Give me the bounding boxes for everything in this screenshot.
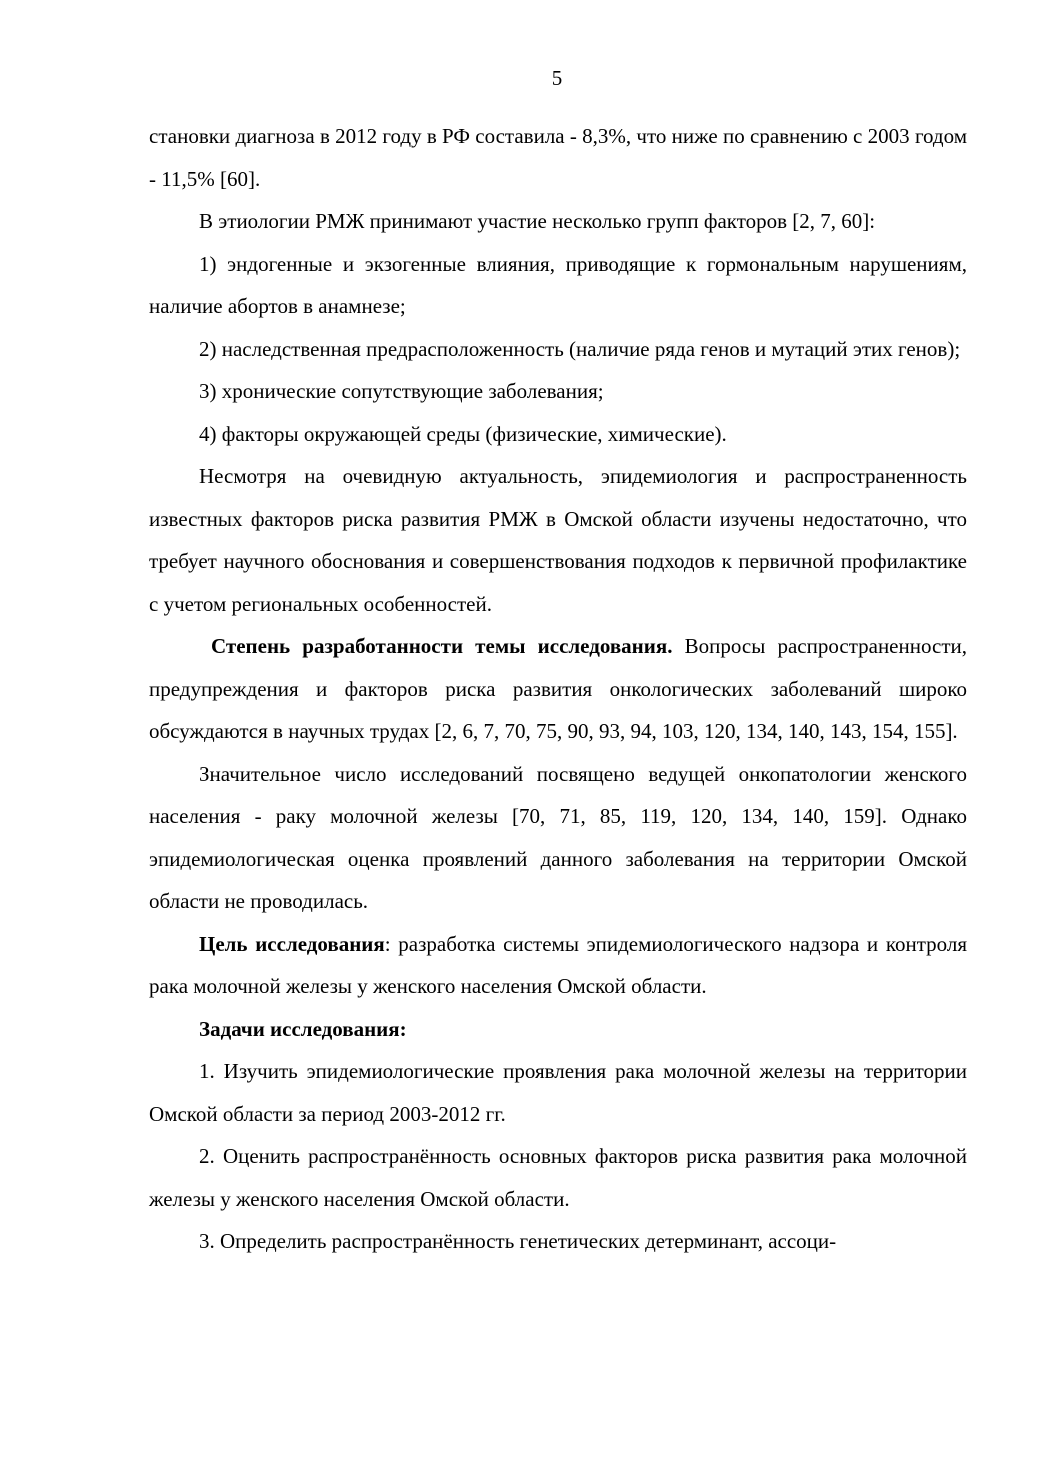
list-item-chronic: 3) хронические сопутствующие заболевания; bbox=[199, 379, 604, 403]
heading-research-degree: Степень разработанности темы исследования. bbox=[211, 634, 673, 658]
research-degree-text: Вопросы распространенности, предупреждения и факторов риска развития онкологических заболеваний широко обсуждаются в научных трудах [2, 6, 7, 70, 75, 90, 93, 94, 103, 120, 134, 140, 143, 154, 155]. bbox=[149, 634, 967, 743]
heading-research-tasks: Задачи исследования: bbox=[199, 1016, 407, 1041]
paragraph-research-tasks bbox=[149, 1008, 967, 1051]
task-item-3: 3. Определить распространённость генетических детерминант, ассоци- bbox=[199, 1229, 837, 1253]
heading-research-goal: Цель исследования bbox=[199, 931, 385, 956]
paragraph-etiology-intro: В этиологии РМЖ принимают участие несколько групп факторов [2, 7, 60]: bbox=[199, 209, 876, 233]
paragraph-research-goal bbox=[149, 923, 967, 1008]
paragraph-relevance: Несмотря на очевидную актуальность, эпидемиология и распространенность известных факторов риска развития РМЖ в Омской области изучены недостаточно, что требует научного обоснования и совершенствования подходов к первичной профилактике с учетом региональных особенностей. bbox=[149, 464, 967, 616]
paragraph-diagnosis-stats: становки диагноза в 2012 году в РФ составила - 8,3%, что ниже по сравнению с 2003 годом - 11,5% [60]. bbox=[149, 124, 967, 191]
paragraph-research-degree bbox=[149, 625, 967, 753]
list-item-endogenous: 1) эндогенные и экзогенные влияния, приводящие к гормональным нарушениям, наличие абортов в анамнезе; bbox=[149, 251, 967, 318]
task-item-1: 1. Изучить эпидемиологические проявления рака молочной железы на территории Омской области за период 2003-2012 гг. bbox=[149, 1059, 967, 1126]
page-number: 5 bbox=[551, 66, 563, 90]
list-item-environment: 4) факторы окружающей среды (физические, химические). bbox=[199, 421, 727, 446]
list-item-hereditary: 2) наследственная предрасположенность (наличие ряда генов и мутаций этих генов); bbox=[199, 336, 961, 361]
task-item-2: 2. Оценить распространённость основных факторов риска развития рака молочной железы у женского населения Омской области. bbox=[149, 1144, 967, 1211]
research-goal-text: : разработка системы эпидемиологического надзора и контроля рака молочной железы у женского населения Омской области. bbox=[149, 931, 967, 998]
document-body bbox=[149, 115, 967, 1263]
paragraph-significant-research: Значительное число исследований посвящено ведущей онкопатологии женского населения - раку молочной железы [70, 71, 85, 119, 120, 134, 140, 159]. Однако эпидемиологическая оценка проявлений данного заболевания на территории Омской области не проводилась. bbox=[149, 761, 967, 913]
